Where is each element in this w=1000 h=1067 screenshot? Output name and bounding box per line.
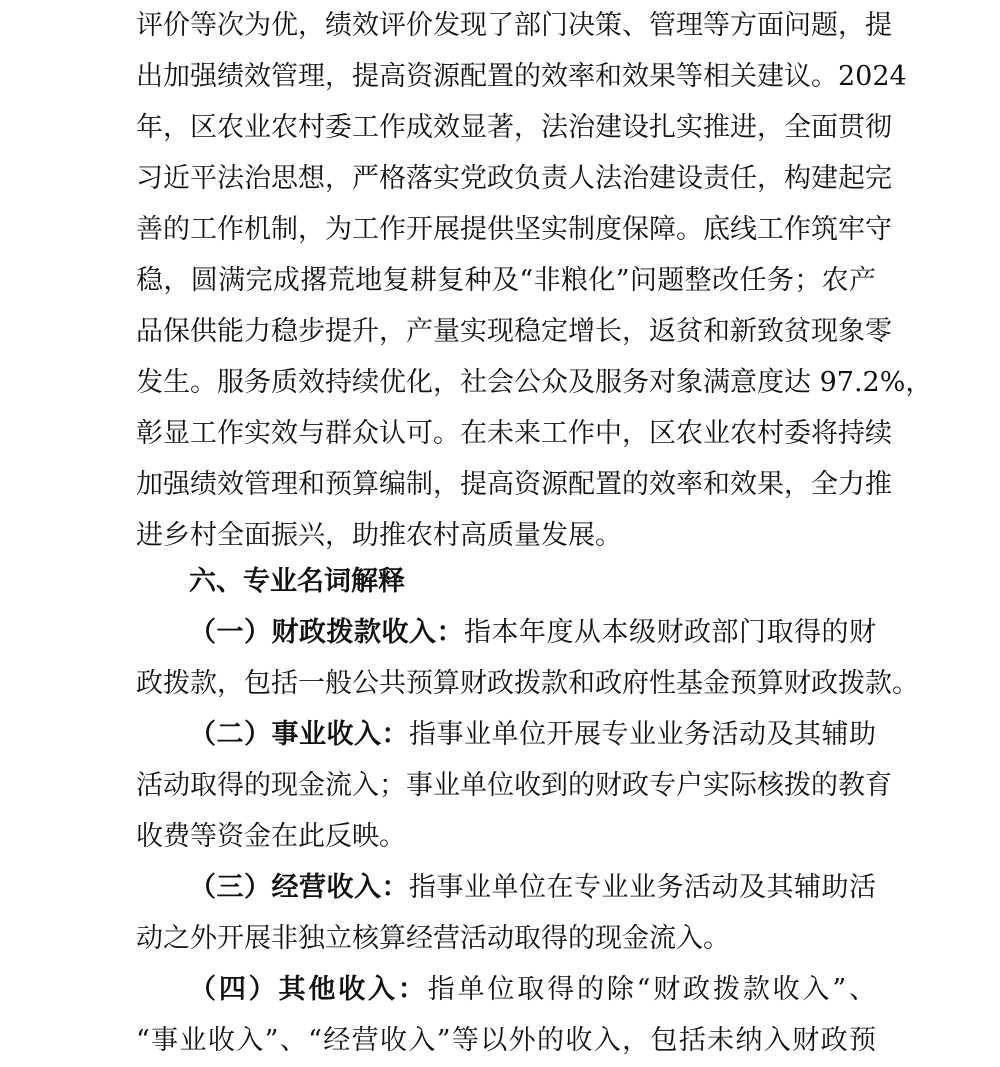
paragraph-line: 稳，圆满完成撂荒地复耕复种及“非粮化”问题整改任务；农产: [136, 265, 876, 296]
paragraph-line: 发生。服务质效持续优化，社会公众及服务对象满意度达 97.2%，: [136, 367, 933, 398]
definition-text: 指单位取得的除“财政拨款收入”、: [427, 974, 877, 1005]
paragraph-line: 习近平法治思想，严格落实党政负责人法治建设责任，构建起完: [136, 163, 892, 194]
definition-term: （一）财政拨款收入：: [189, 617, 464, 648]
section-heading: 六、专业名词解释: [189, 566, 405, 597]
definition-text: 指事业单位在专业业务活动及其辅助活: [409, 872, 876, 903]
definition-term: （三）经营收入：: [189, 872, 409, 903]
paragraph-line: 评价等次为优，绩效评价发现了部门决策、管理等方面问题，提: [136, 10, 892, 41]
definition-term: （四）其他收入：: [189, 974, 428, 1005]
paragraph-line: 彰显工作实效与群众认可。在未来工作中，区农业农村委将持续: [136, 418, 892, 449]
definition-text: 指本年度从本级财政部门取得的财: [464, 617, 876, 648]
paragraph-line: 年，区农业农村委工作成效显著，法治建设扎实推进，全面贯彻: [136, 112, 892, 143]
definition-first-line: [189, 964, 876, 1016]
definition-term: （二）事业收入：: [189, 719, 409, 750]
paragraph-line: 进乡村全面振兴，助推农村高质量发展。: [136, 520, 622, 551]
definition-first-line: [189, 862, 876, 914]
paragraph-line: 加强绩效管理和预算编制，提高资源配置的效率和效果，全力推: [136, 469, 892, 500]
definition-line: 政拨款，包括一般公共预算财政拨款和政府性基金预算财政拨款。: [136, 668, 919, 699]
paragraph-line: 品保供能力稳步提升，产量实现稳定增长，返贫和新致贫现象零: [136, 316, 892, 347]
definition-line: 收费等资金在此反映。: [136, 821, 406, 852]
definition-line: 动之外开展非独立核算经营活动取得的现金流入。: [136, 923, 730, 954]
definition-line: 活动取得的现金流入；事业单位收到的财政专户实际核拨的教育: [136, 770, 892, 801]
definition-text: 指事业单位开展专业业务活动及其辅助: [409, 719, 876, 750]
definition-first-line: [189, 607, 876, 659]
paragraph-line: 善的工作机制，为工作开展提供坚实制度保障。底线工作筑牢守: [136, 214, 892, 245]
paragraph-line: 出加强绩效管理，提高资源配置的效率和效果等相关建议。2024: [136, 61, 907, 92]
definition-line: “事业收入”、“经营收入”等以外的收入，包括未纳入财政预: [136, 1025, 876, 1056]
definition-first-line: [189, 709, 876, 761]
